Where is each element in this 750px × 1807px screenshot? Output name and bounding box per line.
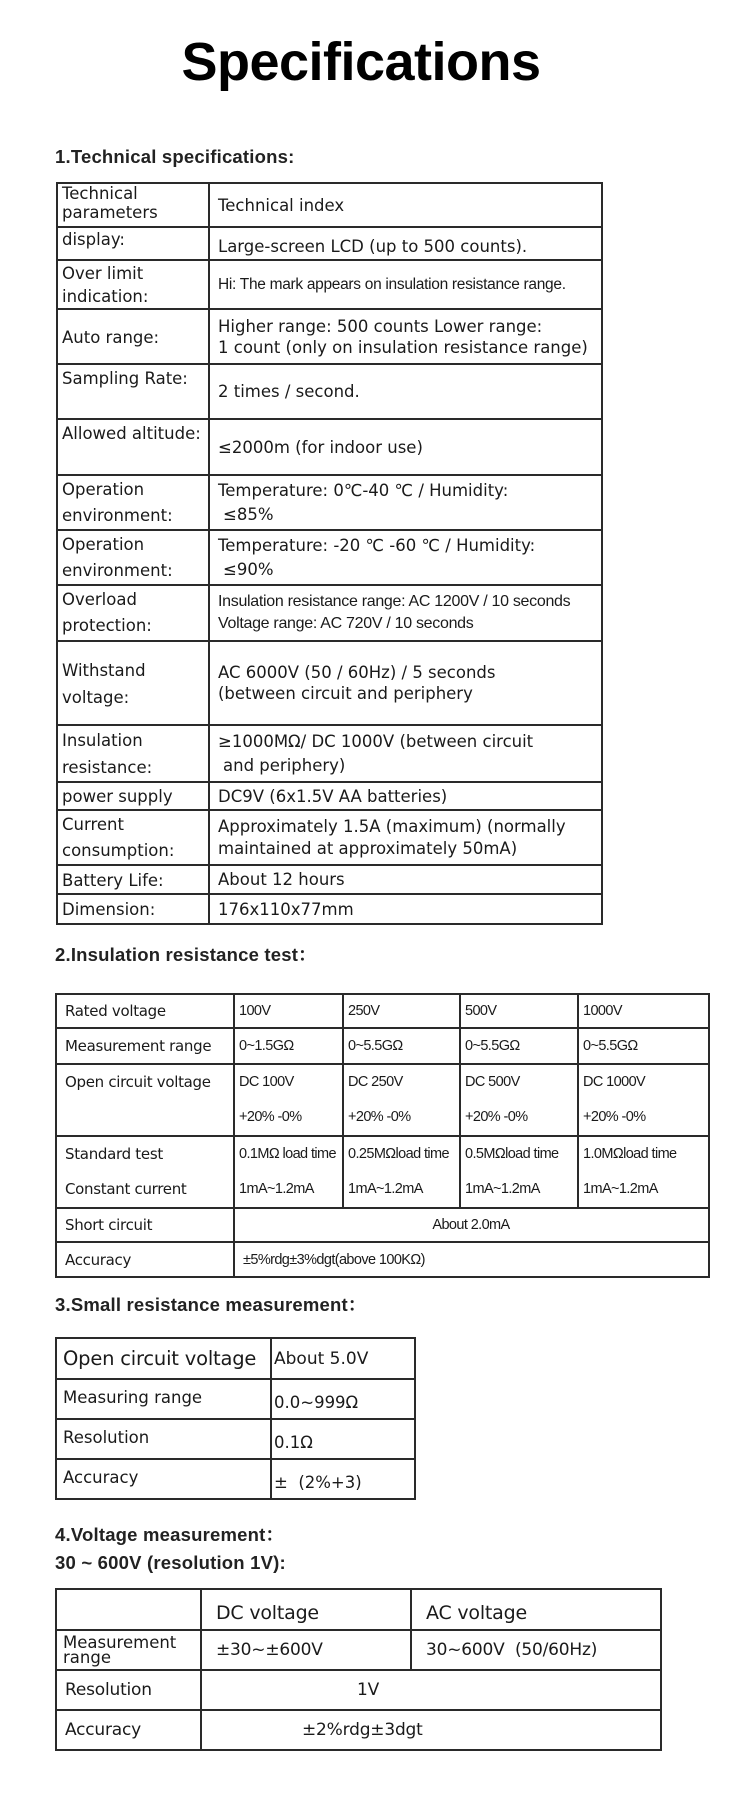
row-key-label: Open circuit voltage xyxy=(65,1073,211,1091)
row-value: ≤2000m (for indoor use) xyxy=(209,419,602,475)
table-row xyxy=(57,865,602,894)
header-empty xyxy=(56,1589,201,1630)
row-value xyxy=(209,530,602,585)
section-heading-voltage-measurement: 4.Voltage measurement： xyxy=(55,1524,285,1545)
row-key: Accuracy xyxy=(56,1459,271,1499)
cell-line: DC 500V xyxy=(465,1074,520,1090)
row-key: Sampling Rate: xyxy=(57,364,209,419)
cell-line: 1mA~1.2mA xyxy=(348,1181,423,1197)
table-row-accuracy xyxy=(56,1710,661,1750)
cell: About 2.0mA xyxy=(234,1208,709,1242)
row-key: Current consumption: xyxy=(57,810,209,865)
table-row xyxy=(56,1338,415,1379)
cell-line: +20% -0% xyxy=(239,1109,302,1125)
section-heading-insulation-resistance-test: 2.Insulation resistance test： xyxy=(55,944,317,965)
row-value: Large-screen LCD (up to 500 counts). xyxy=(209,227,602,260)
cell-line: 1mA~1.2mA xyxy=(465,1181,540,1197)
row-value-line: Temperature: 0℃-40 ℃ / Humidity: xyxy=(218,480,509,500)
cell-line: 0.25MΩload time xyxy=(348,1146,449,1162)
table-row xyxy=(57,641,602,725)
table-row xyxy=(57,725,602,782)
cell-dc: ±30~±600V xyxy=(201,1630,411,1670)
cell: 250V xyxy=(343,994,460,1028)
row-value-line: Approximately 1.5A (maximum) (normally xyxy=(218,816,566,836)
cell-line: 1mA~1.2mA xyxy=(239,1181,314,1197)
table-row-short-circuit xyxy=(56,1208,709,1242)
table-row-measurement-range xyxy=(56,1028,709,1064)
row-key: Measuring range xyxy=(56,1379,271,1419)
row-key: Rated voltage xyxy=(56,994,234,1028)
cell-line: 0.5MΩload time xyxy=(465,1146,559,1162)
row-key: Accuracy xyxy=(56,1242,234,1277)
table-row xyxy=(57,585,602,641)
table-row xyxy=(57,260,602,309)
table-row xyxy=(57,227,602,260)
row-key xyxy=(56,1136,234,1208)
row-value: 0.0~999Ω xyxy=(271,1379,415,1419)
row-key xyxy=(56,1064,234,1136)
row-key: Allowed altitude: xyxy=(57,419,209,475)
table-row xyxy=(57,475,602,530)
row-key: Operation environment: xyxy=(57,475,209,530)
cell: 1000V xyxy=(578,994,709,1028)
table-row xyxy=(56,1419,415,1459)
cell: 0~5.5GΩ xyxy=(460,1028,578,1064)
cell xyxy=(234,1064,343,1136)
table-header-row xyxy=(56,1589,661,1630)
cell: 0~1.5GΩ xyxy=(234,1028,343,1064)
header-dc-voltage: DC voltage xyxy=(201,1589,411,1630)
row-value: 2 times / second. xyxy=(209,364,602,419)
table-row-standard-test xyxy=(56,1136,709,1208)
header-technical-parameters: Technical parameters xyxy=(57,183,209,227)
row-value: DC9V (6x1.5V AA batteries) xyxy=(209,782,602,810)
row-key-label: Standard test xyxy=(65,1145,163,1163)
row-value: ± (2%+3) xyxy=(271,1459,415,1499)
row-value-line: Voltage range: AC 720V / 10 seconds xyxy=(218,615,474,632)
row-value xyxy=(209,585,602,641)
row-value-line: ≤90% xyxy=(223,559,274,579)
table-row xyxy=(56,1379,415,1419)
row-key: Resolution xyxy=(56,1419,271,1459)
row-key: Measurement range xyxy=(56,1028,234,1064)
row-value: 176x110x77mm xyxy=(209,894,602,924)
table-row-open-circuit-voltage xyxy=(56,1064,709,1136)
row-value-line: Temperature: -20 ℃ -60 ℃ / Humidity: xyxy=(218,535,536,555)
cell: 0~5.5GΩ xyxy=(343,1028,460,1064)
cell: 1V xyxy=(201,1670,661,1710)
row-value xyxy=(209,309,602,364)
cell xyxy=(460,1064,578,1136)
row-value-line: Insulation resistance range: AC 1200V / 10 seconds xyxy=(218,593,571,610)
cell xyxy=(460,1136,578,1208)
insulation-resistance-table xyxy=(55,993,710,1278)
row-value-line: maintained at approximately 50mA) xyxy=(218,838,518,858)
cell-line: DC 250V xyxy=(348,1074,403,1090)
row-value: About 5.0V xyxy=(271,1338,415,1379)
cell: ±2%rdg±3dgt xyxy=(201,1710,661,1750)
row-value xyxy=(209,475,602,530)
cell: 100V xyxy=(234,994,343,1028)
table-row-resolution xyxy=(56,1670,661,1710)
table-row-rated-voltage xyxy=(56,994,709,1028)
row-key: Operation environment: xyxy=(57,530,209,585)
cell-line: +20% -0% xyxy=(583,1109,646,1125)
cell-line: +20% -0% xyxy=(465,1109,528,1125)
row-key: display: xyxy=(57,227,209,260)
row-key-label: Constant current xyxy=(65,1180,187,1198)
cell-line: DC 1000V xyxy=(583,1074,646,1090)
table-row xyxy=(57,419,602,475)
row-key: Short circuit xyxy=(56,1208,234,1242)
row-key: Auto range: xyxy=(57,309,209,364)
row-key: Measurement range xyxy=(56,1630,201,1670)
cell: ±5%rdg±3%dgt(above 100KΩ) xyxy=(234,1242,709,1277)
cell-line: 0.1MΩ load time xyxy=(239,1146,336,1162)
table-row-accuracy xyxy=(56,1242,709,1277)
header-technical-index: Technical index xyxy=(209,183,602,227)
table-row xyxy=(57,530,602,585)
row-value-line: and periphery) xyxy=(223,755,346,775)
row-key: Battery Life: xyxy=(57,865,209,894)
row-value-line: ≤85% xyxy=(223,504,274,524)
cell xyxy=(234,1136,343,1208)
header-ac-voltage: AC voltage xyxy=(411,1589,661,1630)
row-value-line: ≥1000MΩ/ DC 1000V (between circuit xyxy=(218,731,534,751)
row-key: Overload protection: xyxy=(57,585,209,641)
row-key: Dimension: xyxy=(57,894,209,924)
cell xyxy=(578,1064,709,1136)
row-key: Accuracy xyxy=(56,1710,201,1750)
row-value-line: Higher range: 500 counts Lower range: xyxy=(218,316,543,336)
row-value-line: 1 count (only on insulation resistance range) xyxy=(218,337,588,357)
table-header-row xyxy=(57,183,602,227)
voltage-measurement-table xyxy=(55,1588,662,1751)
section-subheading-voltage-range: 30 ~ 600V (resolution 1V): xyxy=(55,1552,286,1573)
row-value xyxy=(209,810,602,865)
cell xyxy=(578,1136,709,1208)
row-value: 0.1Ω xyxy=(271,1419,415,1459)
row-value: About 12 hours xyxy=(209,865,602,894)
table-row xyxy=(57,782,602,810)
cell xyxy=(343,1136,460,1208)
cell xyxy=(343,1064,460,1136)
cell-line: 1mA~1.2mA xyxy=(583,1181,658,1197)
cell: 0~5.5GΩ xyxy=(578,1028,709,1064)
cell-line: 1.0MΩload time xyxy=(583,1146,677,1162)
table-row xyxy=(57,364,602,419)
table-row-measurement-range xyxy=(56,1630,661,1670)
row-key: Open circuit voltage xyxy=(56,1338,271,1379)
row-value-line: AC 6000V (50 / 60Hz) / 5 seconds xyxy=(218,663,496,682)
row-value xyxy=(209,641,602,725)
cell-line: DC 100V xyxy=(239,1074,294,1090)
row-key: Insulation resistance: xyxy=(57,725,209,782)
section-heading-small-resistance: 3.Small resistance measurement： xyxy=(55,1294,367,1315)
row-value: Hi: The mark appears on insulation resistance range. xyxy=(209,260,602,309)
small-resistance-table xyxy=(55,1337,416,1500)
cell-line: +20% -0% xyxy=(348,1109,411,1125)
table-row xyxy=(57,309,602,364)
page-title: Specifications xyxy=(181,32,541,92)
cell-ac: 30~600V (50/60Hz) xyxy=(411,1630,661,1670)
row-value-line: (between circuit and periphery xyxy=(218,684,473,703)
table-row xyxy=(57,810,602,865)
row-key: Resolution xyxy=(56,1670,201,1710)
table-row xyxy=(57,894,602,924)
table-row xyxy=(56,1459,415,1499)
row-key: Over limit indication: xyxy=(57,260,209,309)
cell: 500V xyxy=(460,994,578,1028)
technical-specifications-table xyxy=(56,182,603,925)
row-value xyxy=(209,725,602,782)
section-heading-technical-specifications: 1.Technical specifications: xyxy=(55,146,295,167)
row-key: Withstand voltage: xyxy=(57,641,209,725)
row-key: power supply xyxy=(57,782,209,810)
